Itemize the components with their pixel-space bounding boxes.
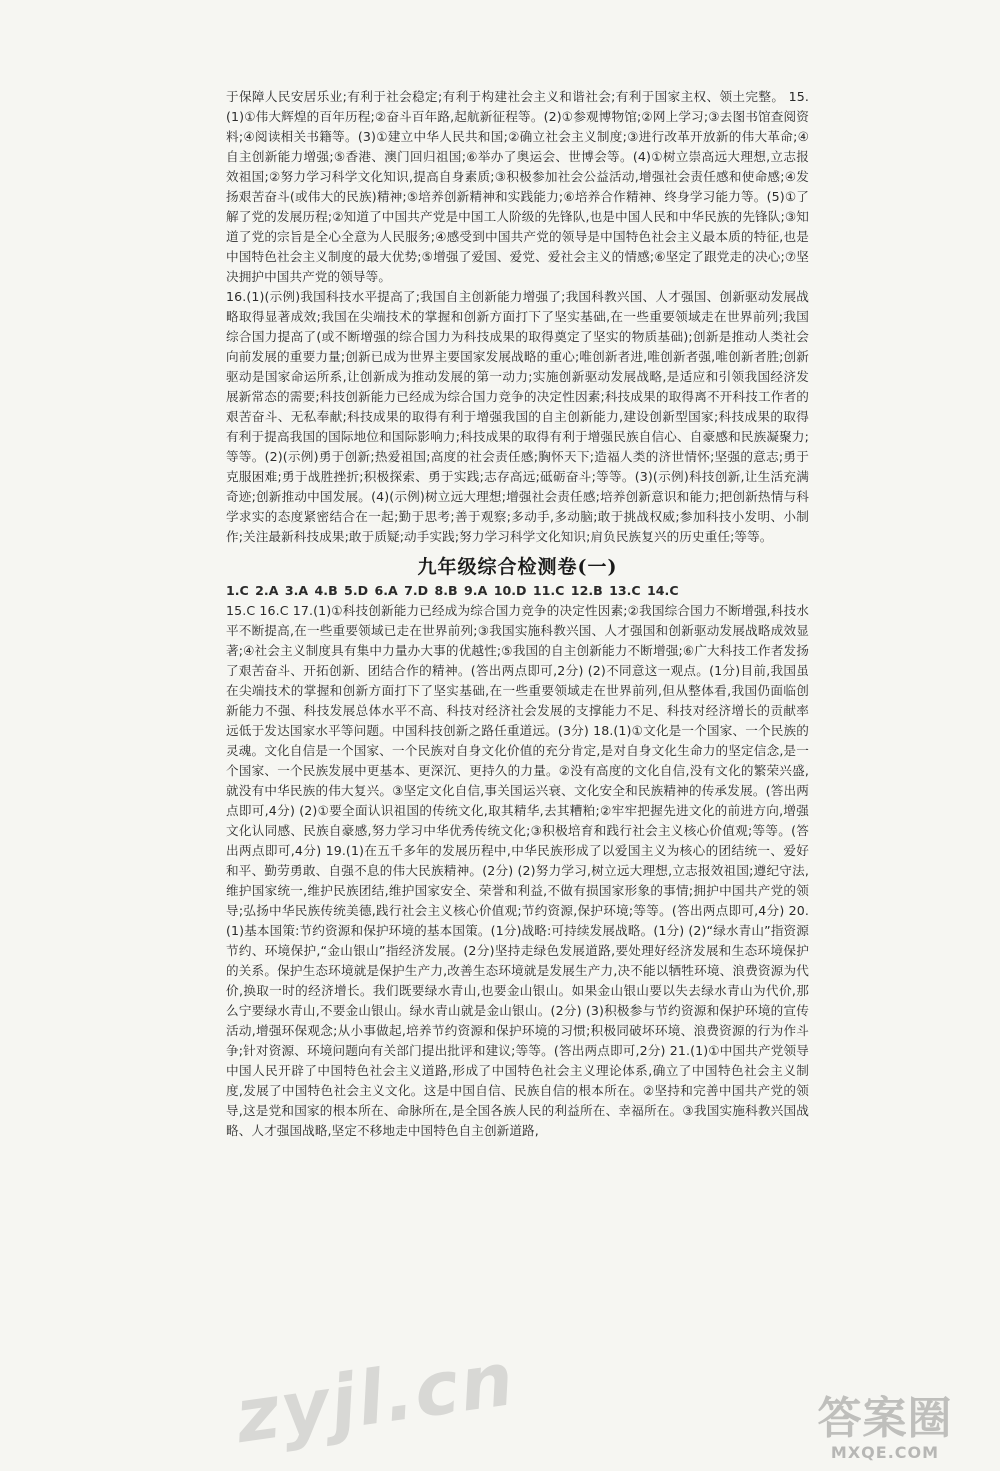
watermark-logo-text: 答案圈	[817, 1393, 953, 1444]
choice-answers: 1.C 2.A 3.A 4.B 5.D 6.A 7.D 8.B 9.A 10.D 11.C 12.B 13.C 14.C	[226, 583, 679, 598]
answer-paragraph-q16: 16.(1)(示例)我国科技水平提高了;我国自主创新能力增强了;我国科教兴国、人才强国、创新驱动发展战略取得显著成效;我国在尖端技术的掌握和创新方面打下了坚实基础,在一些重要领域走在世界前列;我国综合国力提高了(或不断增强的综合国力为科技成果的取得奠定了坚实的物质基础);创新是推动人类社会向前发展的重要力量;创新已成为世界主要国家发展战略的重心;唯创新者进,唯创新者强,唯创新者胜;创新驱动是国家命运所系,让创新成为推动发展的第一动力;实施创新驱动发展战略,是适应和引领我国经济发展新常态的需要;科技创新能力已经成为综合国力竞争的决定性因素;科技成果的取得离不开科技工作者的艰苦奋斗、无私奉献;科技成果的取得有利于增强我国的自主创新能力,建设创新型国家;科技成果的取得有利于提高我国的国际地位和国际影响力;科技成果的取得有利于增强民族自信心、自豪感和民族凝聚力;等等。(2)(示例)勇于创新;热爱祖国;高度的社会责任感;胸怀天下;造福人类的济世情怀;坚强的意志;勇于克服困难;勇于战胜挫折;积极探索、勇于实践;志存高远;砥砺奋斗;等等。(3)(示例)科技创新,让生活充满奇迹;创新推动中国发展。(4)(示例)树立远大理想;增强社会责任感;培养创新意识和能力;把创新热情与科学求实的态度紧密结合在一起;勤于思考;善于观察;多动手,多动脑;敢于挑战权威;参加科技小发明、小制作;关注最新科技成果;敢于质疑;动手实践;努力学习科学文化知识;肩负民族复兴的历史重任;等等。	[226, 289, 809, 544]
answer-page	[226, 87, 809, 1141]
answer-paragraph-q14-q15: 于保障人民安居乐业;有利于社会稳定;有利于构建社会主义和谐社会;有利于国家主权、领土完整。 15.(1)①伟大辉煌的百年历程;②奋斗百年路,起航新征程等。(2)①参观博物馆;②网上学习;③去图书馆查阅资料;④阅读相关书籍等。(3)①建立中华人民共和国;②确立社会主义制度;③进行改革开放新的伟大革命;④自主创新能力增强;⑤香港、澳门回归祖国;⑥举办了奥运会、世博会等。(4)①树立崇高远大理想,立志报效祖国;②努力学习科学文化知识,提高自身素质;③积极参加社会公益活动,增强社会责任感和使命感;④发扬艰苦奋斗(或伟大的民族)精神;⑤培养创新精神和实践能力;⑥培养合作精神、终身学习能力等。(5)①了解了党的发展历程;②知道了中国共产党是中国工人阶级的先锋队,也是中国人民和中华民族的先锋队;③知道了党的宗旨是全心全意为人民服务;④感受到中国共产党的领导是中国特色社会主义最本质的特征,也是中国特色社会主义制度的最大优势;⑤增强了爱国、爱党、爱社会主义的情感;⑥坚定了跟党走的决心;⑦坚决拥护中国共产党的领导等。	[226, 89, 809, 284]
answer-paragraph-q15-q21: 15.C 16.C 17.(1)①科技创新能力已经成为综合国力竞争的决定性因素;②我国综合国力不断增强,科技水平不断提高,在一些重要领域已走在世界前列;③我国实施科教兴国、人才强国和创新驱动发展战略成效显著;④社会主义制度具有集中力量办大事的优越性;⑤我国的自主创新能力不断增强;⑥广大科技工作者发扬了艰苦奋斗、开拓创新、团结合作的精神。(答出两点即可,2分) (2)不同意这一观点。(1分)目前,我国虽在尖端技术的掌握和创新方面打下了坚实基础,在一些重要领域走在世界前列,但从整体看,我国仍面临创新能力不强、科技发展总体水平不高、科技对经济社会发展的支撑能力不足、科技对经济增长的贡献率远低于发达国家水平等问题。中国科技创新之路任重道远。(3分) 18.(1)①文化是一个国家、一个民族的灵魂。文化自信是一个国家、一个民族对自身文化价值的充分肯定,是对自身文化生命力的坚定信念,是一个国家、一个民族发展中更基本、更深沉、更持久的力量。②没有高度的文化自信,没有文化的繁荣兴盛,就没有中华民族的伟大复兴。③坚定文化自信,事关国运兴衰、文化安全和民族精神的传承发展。(答出两点即可,4分) (2)①要全面认识祖国的传统文化,取其精华,去其糟粕;②牢牢把握先进文化的前进方向,增强文化认同感、民族自豪感,努力学习中华优秀传统文化;③积极培育和践行社会主义核心价值观;等等。(答出两点即可,4分) 19.(1)在五千多年的发展历程中,中华民族形成了以爱国主义为核心的团结统一、爱好和平、勤劳勇敢、自强不息的伟大民族精神。(2分) (2)努力学习,树立远大理想,立志报效祖国;遵纪守法,维护国家统一,维护民族团结,维护国家安全、荣誉和利益,不做有损国家形象的事情;拥护中国共产党的领导;弘扬中华民族传统美德,践行社会主义核心价值观;节约资源,保护环境;等等。(答出两点即可,4分) 20.(1)基本国策:节约资源和保护环境的基本国策。(1分)战略:可持续发展战略。(1分) (2)“绿水青山”指资源节约、环境保护,“金山银山”指经济发展。(2分)坚持走绿色发展道路,要处理好经济发展和生态环境保护的关系。保护生态环境就是保护生产力,改善生态环境就是发展生产力,决不能以牺牲环境、浪费资源为代价,换取一时的经济增长。我们既要绿水青山,也要金山银山。如果金山银山要以失去绿水青山为代价,那么宁要绿水青山,不要金山银山。绿水青山就是金山银山。(2分) (3)积极参与节约资源和保护环境的宣传活动,增强环保观念;从小事做起,培养节约资源和保护环境的习惯;积极同破坏环境、浪费资源的行为作斗争;针对资源、环境问题向有关部门提出批评和建议;等等。(答出两点即可,2分) 21.(1)①中国共产党领导中国人民开辟了中国特色社会主义道路,形成了中国特色社会主义理论体系,确立了中国特色社会主义制度,发展了中国特色社会主义文化。这是中国自信、民族自信的根本所在。②坚持和完善中国共产党的领导,这是党和国家的根本所在、命脉所在,是全国各族人民的利益所在、幸福所在。③我国实施科教兴国战略、人才强国战略,坚定不移地走中国特色自主创新道路,	[226, 603, 809, 1138]
section-title: 九年级综合检测卷(一)	[417, 556, 618, 578]
watermark-site-text: MXQE.COM	[830, 1443, 940, 1462]
watermark-zyjl: zyjl.cn	[230, 1335, 521, 1461]
watermark-answer-logo	[800, 1395, 970, 1462]
